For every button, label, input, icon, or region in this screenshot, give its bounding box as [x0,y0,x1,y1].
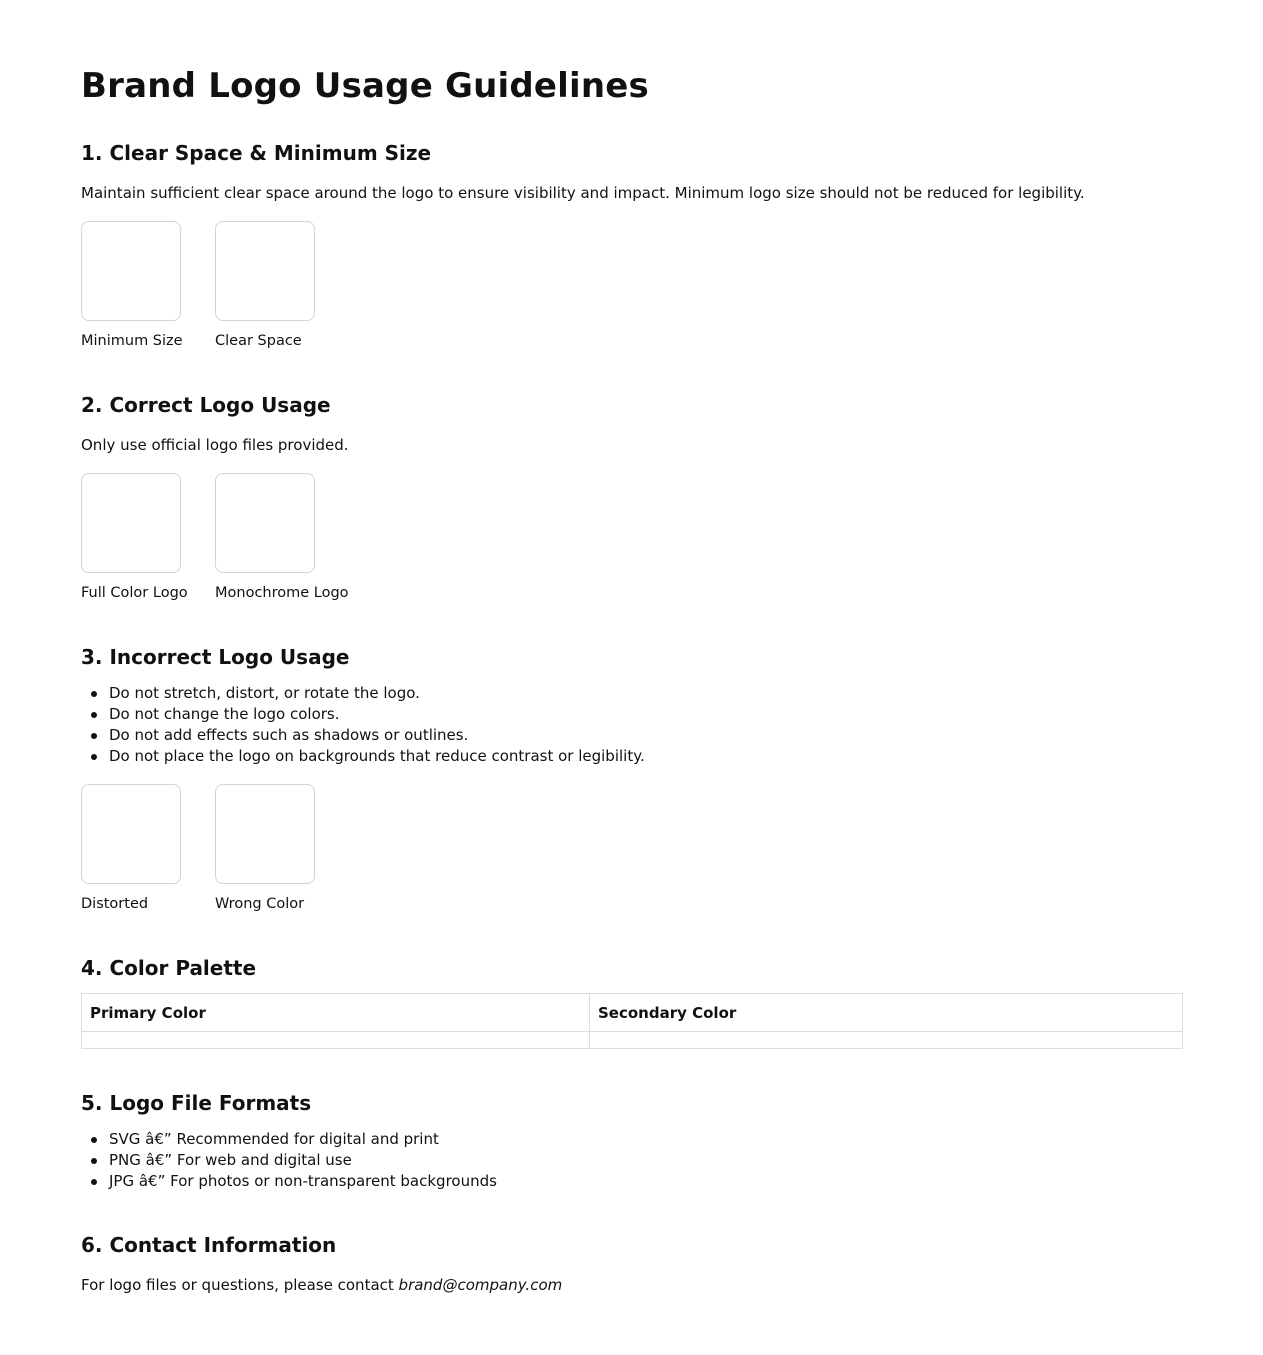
bullet-icon [91,712,97,718]
table-row [82,1032,1183,1049]
list-item [81,1150,497,1171]
section-heading-clear-space: 1. Clear Space & Minimum Size [81,141,432,165]
contact-text-label: For logo files or questions, please contact [81,1276,399,1294]
contact-email: brand@company.com [398,1276,563,1294]
caption-clear-space: Clear Space [215,333,302,349]
column-header-secondary-color: Secondary Color [590,994,1183,1032]
bullet-icon [91,1137,97,1143]
list-item-text: Do not add effects such as shadows or outlines. [109,726,469,744]
logo-example-wrong-color [215,784,315,884]
list-item-text: PNG â€” For web and digital use [109,1151,352,1169]
primary-color-cell [82,1032,590,1049]
section-description-correct-usage: Only use official logo files provided. [81,436,349,454]
list-item-text: JPG â€” For photos or non-transparent backgrounds [109,1172,497,1190]
list-item-text: SVG â€” Recommended for digital and print [109,1130,439,1148]
caption-full-color-logo: Full Color Logo [81,585,188,601]
list-item [81,1171,497,1192]
list-item-text: Do not change the logo colors. [109,705,340,723]
bullet-icon [91,754,97,760]
logo-example-minimum-size [81,221,181,321]
section-heading-file-formats: 5. Logo File Formats [81,1091,312,1115]
caption-wrong-color: Wrong Color [215,896,305,912]
bullet-icon [91,733,97,739]
list-item [81,725,645,746]
caption-minimum-size: Minimum Size [81,333,183,349]
bullet-icon [91,1158,97,1164]
list-item [81,746,645,767]
list-item [81,704,645,725]
page-title: Brand Logo Usage Guidelines [81,66,649,106]
section-heading-incorrect-usage: 3. Incorrect Logo Usage [81,645,350,669]
column-header-primary-color: Primary Color [82,994,590,1032]
logo-example-monochrome [215,473,315,573]
caption-monochrome-logo: Monochrome Logo [215,585,349,601]
logo-example-full-color [81,473,181,573]
list-item [81,683,645,704]
section-heading-correct-usage: 2. Correct Logo Usage [81,393,331,417]
section-heading-contact: 6. Contact Information [81,1233,337,1257]
secondary-color-cell [590,1032,1183,1049]
caption-distorted: Distorted [81,896,149,912]
color-palette-table [81,993,1183,1049]
file-formats-list [81,1129,497,1192]
bullet-icon [91,1179,97,1185]
logo-example-distorted [81,784,181,884]
list-item-text: Do not place the logo on backgrounds that reduce contrast or legibility. [109,747,645,765]
bullet-icon [91,691,97,697]
list-item-text: Do not stretch, distort, or rotate the logo. [109,684,420,702]
section-description-clear-space: Maintain sufficient clear space around the logo to ensure visibility and impact. Minimum logo size should not be reduced for legibility. [81,184,1085,202]
table-header-row [82,994,1183,1032]
contact-text [81,1275,562,1295]
section-heading-color-palette: 4. Color Palette [81,956,257,980]
logo-example-clear-space [215,221,315,321]
list-item [81,1129,497,1150]
incorrect-usage-list [81,683,645,767]
